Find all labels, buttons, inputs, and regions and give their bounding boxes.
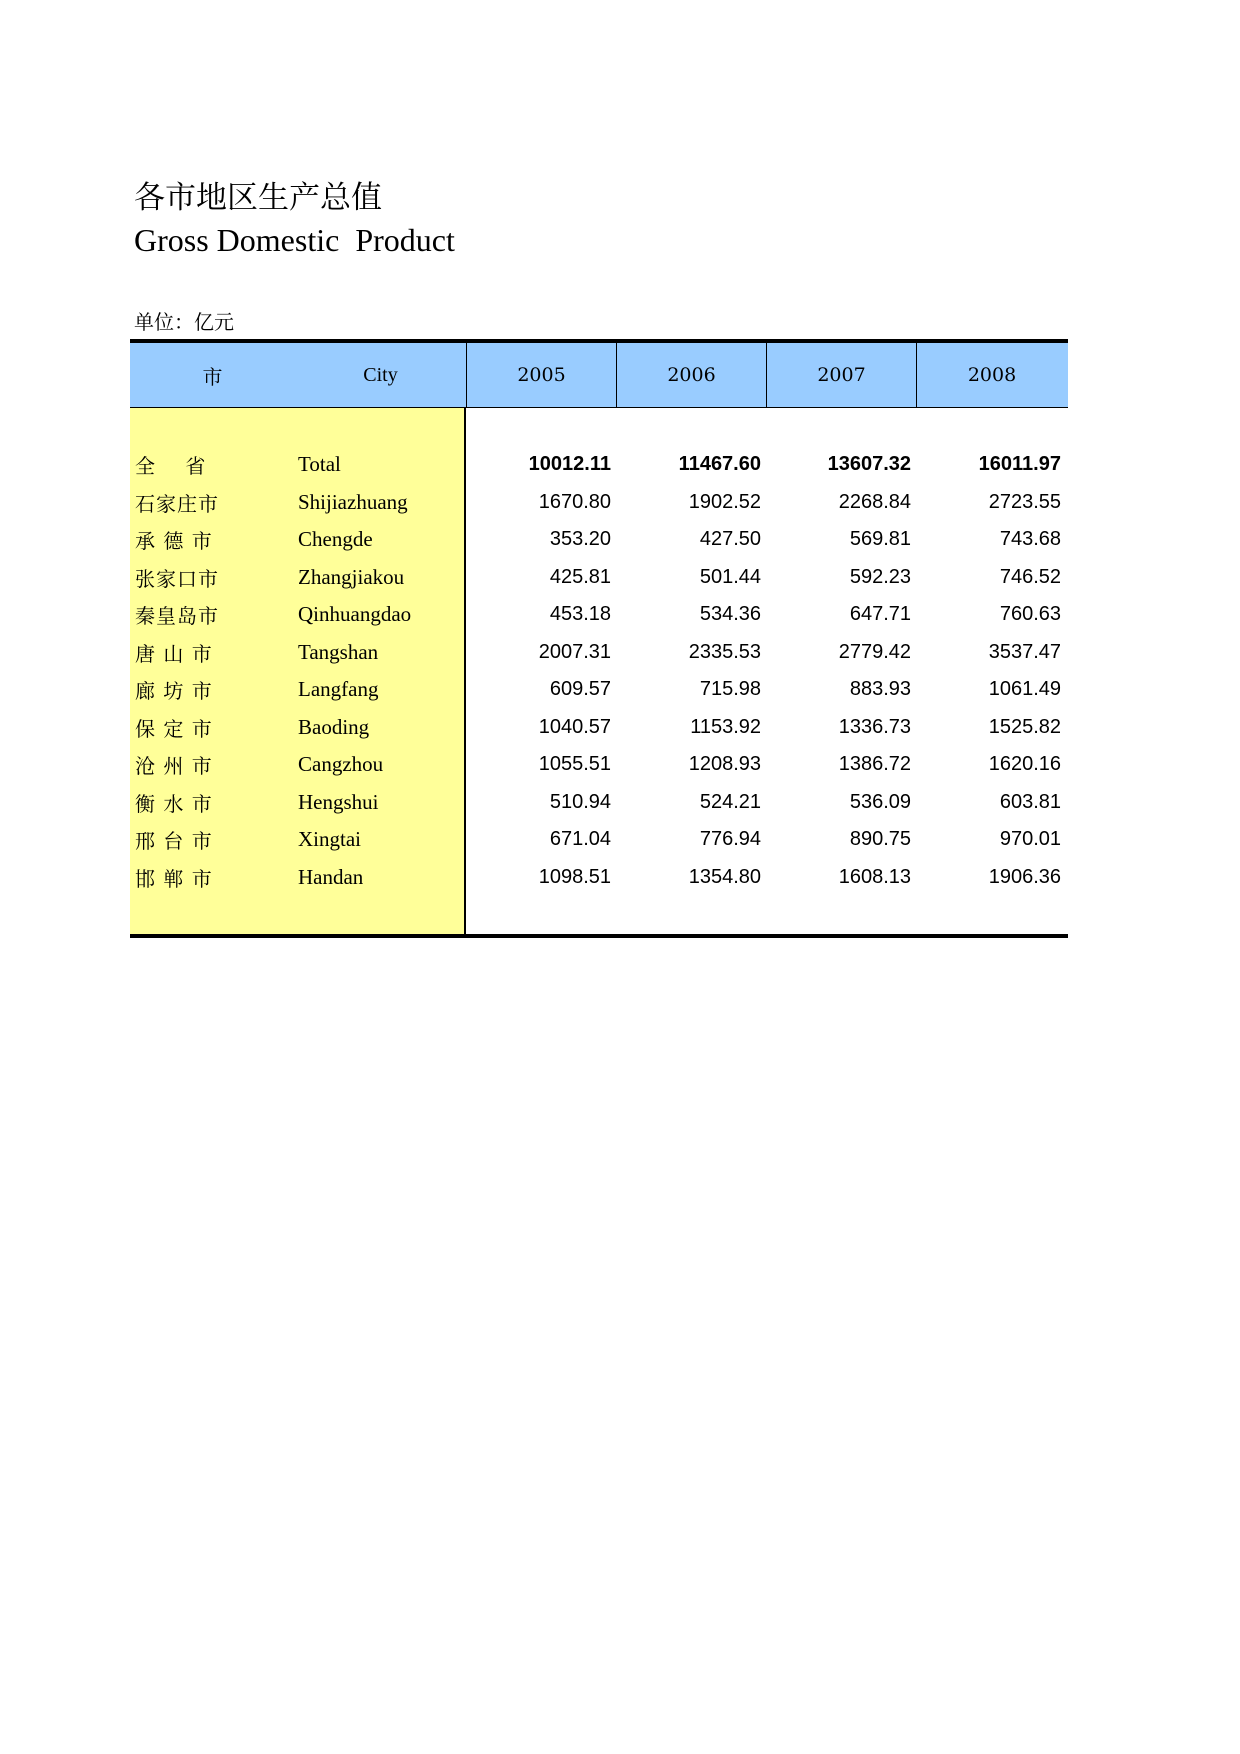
city-name-en: Baoding	[298, 714, 370, 739]
header-city-en: City	[295, 343, 467, 407]
city-name-cn: 承 德 市	[135, 529, 213, 554]
table-row-values	[466, 446, 1068, 484]
gdp-value-2008: 1906.36	[988, 865, 1061, 888]
city-name-en: Total	[298, 452, 341, 477]
table-row-values	[466, 821, 1068, 859]
table-row-values	[466, 559, 1068, 597]
table-row-values	[466, 484, 1068, 522]
values-column-panel	[466, 408, 1068, 934]
table-body	[130, 408, 1068, 934]
table-row-city	[130, 709, 464, 747]
table-row-values	[466, 784, 1068, 822]
gdp-value-2005: 1040.57	[538, 715, 611, 738]
gdp-value-2007: 647.71	[849, 603, 911, 626]
table-row-values	[466, 859, 1068, 897]
city-name-en: Tangshan	[298, 639, 379, 664]
gdp-value-2005: 1055.51	[538, 753, 611, 776]
city-name-cn: 保 定 市	[135, 716, 213, 741]
table-row-city	[130, 596, 464, 634]
gdp-value-2005: 425.81	[549, 565, 611, 588]
page-title-english: Gross Domestic Product	[134, 222, 455, 258]
table-row-city	[130, 784, 464, 822]
gdp-value-2006: 524.21	[699, 790, 761, 813]
gdp-value-2005: 609.57	[549, 678, 611, 701]
city-name-cn: 衡 水 市	[135, 791, 213, 816]
table-row-city	[130, 446, 464, 484]
gdp-value-2008: 16011.97	[978, 453, 1061, 476]
city-name-en: Cangzhou	[298, 752, 384, 777]
city-name-cn: 唐 山 市	[135, 641, 213, 666]
table-row-city	[130, 671, 464, 709]
city-name-en: Shijiazhuang	[298, 489, 408, 514]
gdp-value-2007: 592.23	[849, 565, 911, 588]
gdp-value-2005: 353.20	[549, 528, 611, 551]
city-name-en: Chengde	[298, 527, 373, 552]
header-year-2005: 2005	[467, 343, 617, 407]
gdp-value-2006: 1153.92	[690, 715, 761, 738]
city-name-cn: 张家口市	[135, 566, 219, 591]
gdp-value-2005: 453.18	[549, 603, 611, 626]
table-row-city	[130, 634, 464, 672]
gdp-value-2006: 1208.93	[688, 753, 761, 776]
table-row-city	[130, 821, 464, 859]
table-row-values	[466, 521, 1068, 559]
table-row-values	[466, 634, 1068, 672]
gdp-value-2008: 1061.49	[988, 678, 1061, 701]
gdp-value-2007: 1386.72	[838, 753, 911, 776]
gdp-value-2007: 2268.84	[838, 490, 911, 513]
table-row-city	[130, 521, 464, 559]
table-row-values	[466, 671, 1068, 709]
city-name-en: Handan	[298, 864, 364, 889]
table-row-city	[130, 859, 464, 897]
gdp-value-2008: 3537.47	[988, 640, 1061, 663]
gdp-value-2005: 1098.51	[538, 865, 611, 888]
header-year-2007: 2007	[767, 343, 917, 407]
gdp-value-2006: 427.50	[699, 528, 761, 551]
city-name-cn: 石家庄市	[135, 491, 219, 516]
city-column-panel	[130, 408, 466, 934]
gdp-value-2008: 970.01	[999, 828, 1061, 851]
city-name-cn: 邯 郸 市	[135, 866, 213, 891]
gdp-value-2008: 1620.16	[988, 753, 1061, 776]
gdp-value-2006: 1354.80	[688, 865, 761, 888]
gdp-value-2005: 1670.80	[538, 490, 611, 513]
gdp-value-2008: 603.81	[999, 790, 1061, 813]
gdp-value-2006: 2335.53	[688, 640, 761, 663]
header-year-2008: 2008	[967, 364, 1017, 386]
table-row-values	[466, 709, 1068, 747]
city-name-en: Zhangjiakou	[298, 564, 405, 589]
gdp-value-2007: 536.09	[849, 790, 911, 813]
gdp-value-2005: 2007.31	[538, 640, 611, 663]
gdp-value-2006: 501.44	[699, 565, 761, 588]
gdp-value-2005: 671.04	[549, 828, 611, 851]
city-name-en: Langfang	[298, 677, 379, 702]
header-year-2006: 2006	[617, 343, 767, 407]
gdp-value-2006: 534.36	[699, 603, 761, 626]
gdp-value-2005: 510.94	[549, 790, 611, 813]
gdp-value-2008: 2723.55	[988, 490, 1061, 513]
city-name-cn: 全 省	[135, 454, 207, 479]
table-row-values	[466, 746, 1068, 784]
gdp-value-2007: 2779.42	[838, 640, 911, 663]
city-name-en: Qinhuangdao	[298, 602, 412, 627]
page-title-chinese: 各市地区生产总值	[134, 180, 382, 216]
gdp-value-2007: 1608.13	[838, 865, 911, 888]
header-city-cn: 市	[202, 364, 223, 389]
city-name-en: Hengshui	[298, 789, 379, 814]
table-row-city	[130, 484, 464, 522]
city-name-cn: 廊 坊 市	[135, 679, 213, 704]
table-row-city	[130, 559, 464, 597]
gdp-value-2006: 776.94	[699, 828, 761, 851]
gdp-value-2008: 760.63	[999, 603, 1061, 626]
city-name-cn: 邢 台 市	[135, 829, 213, 854]
city-name-en: Xingtai	[298, 827, 361, 852]
gdp-value-2008: 746.52	[999, 565, 1061, 588]
gdp-value-2007: 1336.73	[838, 715, 911, 738]
unit-label: 单位：亿元	[134, 310, 234, 334]
table-row-values	[466, 596, 1068, 634]
gdp-table	[130, 339, 1068, 938]
gdp-value-2006: 1902.52	[688, 490, 761, 513]
gdp-value-2007: 890.75	[849, 828, 911, 851]
gdp-value-2007: 13607.32	[827, 453, 911, 476]
gdp-value-2005: 10012.11	[528, 453, 611, 476]
city-name-cn: 沧 州 市	[135, 754, 213, 779]
table-row-city	[130, 746, 464, 784]
city-name-cn: 秦皇岛市	[135, 604, 219, 629]
gdp-value-2006: 715.98	[699, 678, 761, 701]
gdp-value-2008: 743.68	[999, 528, 1061, 551]
table-bottom-rule	[130, 934, 1068, 938]
gdp-value-2008: 1525.82	[988, 715, 1061, 738]
gdp-value-2007: 883.93	[849, 678, 911, 701]
table-header	[130, 343, 1068, 408]
gdp-value-2007: 569.81	[849, 528, 911, 551]
gdp-value-2006: 11467.60	[678, 453, 761, 476]
